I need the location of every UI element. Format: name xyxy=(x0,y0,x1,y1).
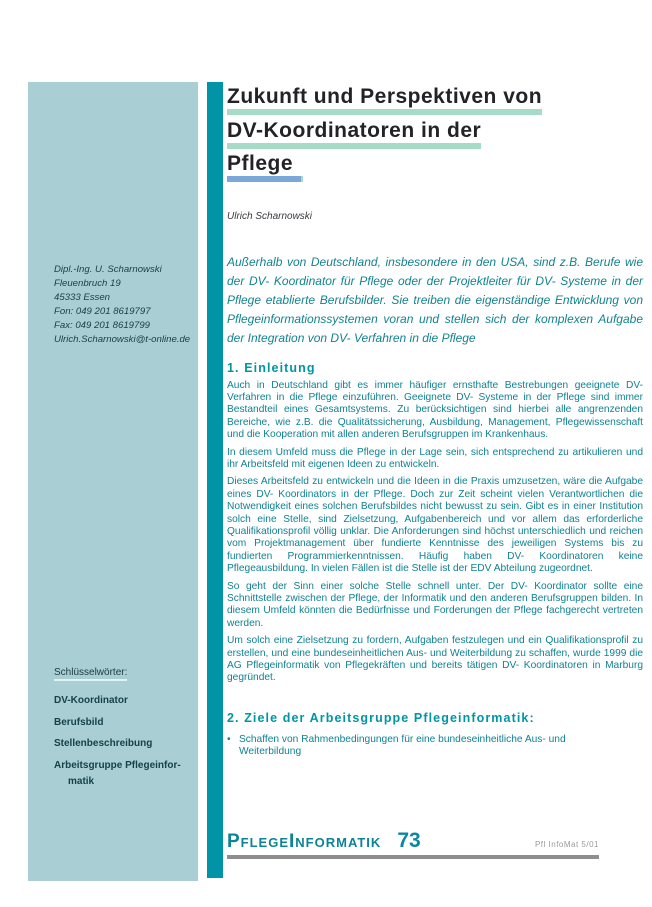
contact-line-email: Ulrich.Scharnowski@t-online.de xyxy=(54,334,191,345)
sidebar-panel xyxy=(28,82,198,881)
article-title xyxy=(227,86,643,187)
contact-line-street: Fleuenbruch 19 xyxy=(54,278,121,289)
paragraph: So geht der Sinn einer solche Stelle schnell unter. Der DV- Koordinator sollte eine Schnittstelle zwischen der Pflege, der Informatik und den anderen Berufsgruppen bilden. In diesem Umfeld könnten die Bedürfnisse und Forderungen der Pflege fachgerecht vertreten werden. xyxy=(227,580,643,629)
bullet-text: Schaffen von Rahmenbedingungen für eine bundeseinheitliche Aus- und Weiterbildung xyxy=(239,733,566,758)
section-2-bullets xyxy=(227,734,643,759)
bullet-item xyxy=(227,734,643,759)
main-column xyxy=(227,86,643,759)
section-2-heading: 2. Ziele der Arbeitsgruppe Pflegeinformatik: xyxy=(227,710,535,725)
keyword-item: Arbeitsgruppe Pflegeinfor- xyxy=(54,759,181,771)
page-footer xyxy=(227,829,643,859)
abstract-text: Außerhalb von Deutschland, insbesondere in den USA, sind z.B. Berufe wie der DV- Koordinator für Pflege oder der Projektleiter für DV- Systeme in der Pflege etablierte Berufsbilder. Sie treiben die eigenständige Entwicklung von Pflegeinformationssystemen voran und stellen sich der komplexen Aufgabe der Integration von DV- Verfahren in die Pflege xyxy=(227,254,643,345)
contact-line-city: 45333 Essen xyxy=(54,292,111,303)
journal-name: PflegeInformatik xyxy=(227,831,382,852)
title-underline-accent xyxy=(227,176,301,182)
keyword-item: DV-Koordinator xyxy=(54,695,128,706)
footer-rule xyxy=(227,855,599,859)
paragraph: In diesem Umfeld muss die Pflege in der Lage sein, sich entsprechend zu artikulieren und ihr Arbeitsfeld mit eigenen Ideen zu entwickeln. xyxy=(227,446,643,470)
page-number: 73 xyxy=(397,829,421,852)
contact-line-phone: Fon: 049 201 8619797 xyxy=(54,306,151,317)
paragraph: Auch in Deutschland gibt es immer häufiger ernsthafte Bestrebungen geeignete DV- Verfahren in die Pflege einzuführen. Geeignete DV- Systeme in der Pflege sind immer Bestandteil eines Gesamtsystems. Zu berücksichtigen sind hierbei alle angrenzenden Bereiche, wie z.B. die Qualitätssicherung, Ausbildung, Management, Pflegewissenschaft und die Kooperation mit allen anderen Berufsgruppen im Krankenhaus. xyxy=(227,379,643,441)
paragraph: Dieses Arbeitsfeld zu entwickeln und die Ideen in die Praxis umzusetzen, wäre die Aufgabe eines DV- Koordinators in der Pflege. Doch zur Zeit scheint vielen Verantwortlichen die Notwendigkeit eines solchen Berufsbildes nicht bewusst zu sein. Gibt es in einer Institution solch eine Stelle, sind Zielsetzung, Aufgabenbereich und vor allem das erforderliche Qualifikationsprofil völlig unklar. Die Anforderungen sind höchst unterschiedlich und reichen vom Projektmanagement über fundierte Kenntnisse des jeweiligen Systems bis zu fundierten Programmierkenntnissen. Häufig haben DV- Koordinatoren keine Pflegeausbildung. In vielen Fällen ist die Stelle ist der EDV Abteilung zugeordnet. xyxy=(227,476,643,575)
section-1-body xyxy=(227,380,643,685)
title-line-1: Zukunft und Perspektiven von xyxy=(227,86,643,120)
title-line-3: Pflege xyxy=(227,153,643,187)
contact-line-name: Dipl.-Ing. U. Scharnowski xyxy=(54,264,162,275)
contact-block xyxy=(54,263,194,347)
keywords-block xyxy=(54,662,194,796)
keyword-item-wrap: matik xyxy=(68,776,95,787)
author-byline: Ulrich Scharnowski xyxy=(227,210,313,222)
accent-stripe xyxy=(207,82,223,878)
section-1-heading: 1. Einleitung xyxy=(227,360,316,375)
title-line-2: DV-Koordinatoren in der xyxy=(227,120,643,154)
contact-line-fax: Fax: 049 201 8619799 xyxy=(54,320,151,331)
paragraph: Um solch eine Zielsetzung zu fordern, Aufgaben festzulegen und ein Qualifikationsprofil zu erstellen, und eine bundeseinheitlichen Aus- und Weiterbildung zu schaffen, wurde 1999 die AG Pflegeinformatik von Pflegekräften und bereits tätigen DV- Koordinatoren in Marburg gegründet. xyxy=(227,635,643,684)
keywords-label: Schlüsselwörter: xyxy=(54,667,127,681)
keyword-item: Berufsbild xyxy=(54,716,104,728)
issue-label: Pfl InfoMat 5/01 xyxy=(534,840,599,849)
bullet-dot-icon: • xyxy=(227,733,231,745)
keyword-item: Stellenbeschreibung xyxy=(54,738,153,749)
